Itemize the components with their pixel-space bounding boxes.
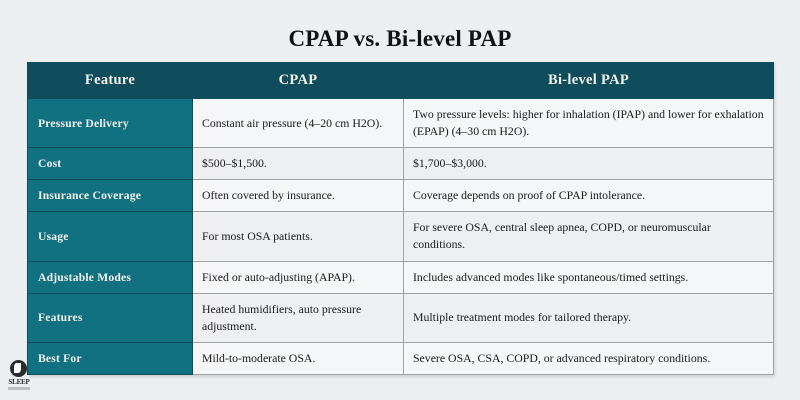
page-title: CPAP vs. Bi-level PAP [288,26,512,51]
column-header-cpap: CPAP [193,63,404,99]
row-header-best-for: Best For [28,342,193,374]
row-header-features: Features [28,293,193,342]
table-row [28,293,774,342]
cell-cpap-cost: $500–$1,500. [193,148,404,180]
cell-cpap-features: Heated humidifiers, auto pressure adjustment. [193,293,404,342]
column-header-bilevel-pap: Bi-level PAP [404,63,774,99]
row-header-cost: Cost [28,148,193,180]
cell-bilevel-insurance-coverage: Coverage depends on proof of CPAP intolerance. [404,180,774,212]
table-row [28,99,774,148]
table-row [28,180,774,212]
cell-bilevel-features: Multiple treatment modes for tailored therapy. [404,293,774,342]
table-header [28,63,774,99]
brand-logo [6,360,32,392]
row-header-pressure-delivery: Pressure Delivery [28,99,193,148]
table-row [28,261,774,293]
cell-bilevel-adjustable-modes: Includes advanced modes like spontaneous/timed settings. [404,261,774,293]
cell-bilevel-best-for: Severe OSA, CSA, COPD, or advanced respiratory conditions. [404,342,774,374]
row-header-insurance-coverage: Insurance Coverage [28,180,193,212]
cell-bilevel-usage: For severe OSA, central sleep apnea, COPD, or neuromuscular conditions. [404,212,774,261]
cell-cpap-insurance-coverage: Often covered by insurance. [193,180,404,212]
column-header-feature: Feature [28,63,193,99]
comparison-table-container [27,62,773,375]
table-header-row [28,63,774,99]
cpap-vs-bilevel-table [27,62,774,375]
cell-bilevel-cost: $1,700–$3,000. [404,148,774,180]
cell-bilevel-pressure-delivery: Two pressure levels: higher for inhalation (IPAP) and lower for exhalation (EPAP) (4–30 cm H2O). [404,99,774,148]
row-header-adjustable-modes: Adjustable Modes [28,261,193,293]
table-row [28,148,774,180]
table-row [28,342,774,374]
cell-cpap-best-for: Mild-to-moderate OSA. [193,342,404,374]
sleep-crescent-icon [10,360,27,377]
cell-cpap-usage: For most OSA patients. [193,212,404,261]
cell-cpap-adjustable-modes: Fixed or auto-adjusting (APAP). [193,261,404,293]
cell-cpap-pressure-delivery: Constant air pressure (4–20 cm H2O). [193,99,404,148]
table-body [28,99,774,375]
brand-wordmark: SLEEP [8,378,30,386]
logo-baseline-rule [8,387,30,390]
table-row [28,212,774,261]
row-header-usage: Usage [28,212,193,261]
